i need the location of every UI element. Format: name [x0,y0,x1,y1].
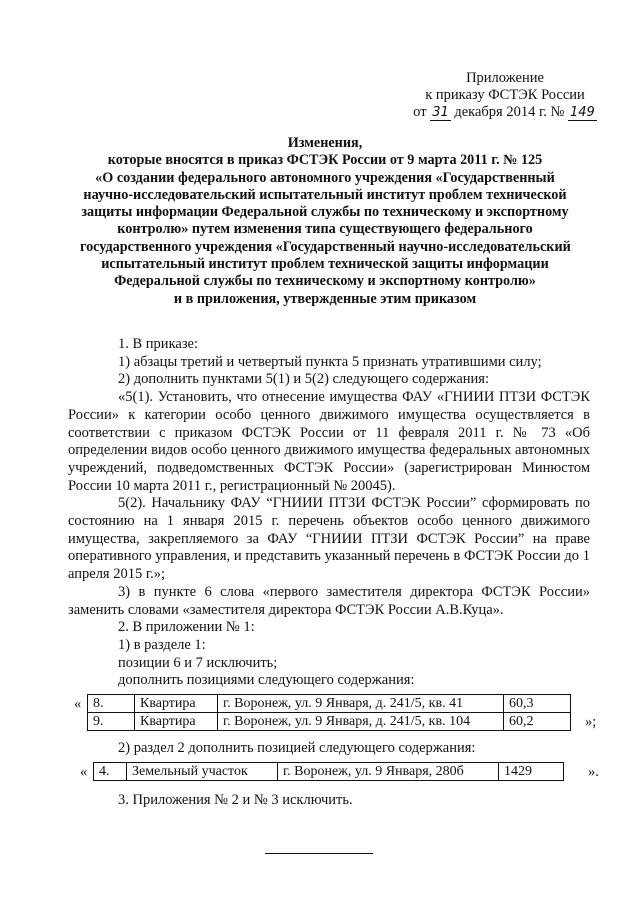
table2-close-quote: ». [588,764,599,780]
table-cell-address: г. Воронеж, ул. 9 Января, д. 241/5, кв. 104 [218,713,504,731]
table-cell-type: Земельный участок [127,763,278,781]
title-line: которые вносятся в приказ ФСТЭК России от 9 марта 2011 г. № 125 [107,152,543,169]
paragraph: «5(1). Установить, что отнесение имущества ФАУ «ГНИИИ ПТЗИ ФСТЭК России» к категории особо ценного движимого имущества осуществляется в соответствии с приказом ФСТЭК России от 11 февраля 2011 г. № 73 «Об определении видов особо ценного движимого имущества федеральных автономных учреждений, подведомственных ФСТЭК России» (зарегистрирован Минюстом России 10 марта 2011 г., регистрационный № 20045). [68,389,590,494]
table1-open-quote: « [74,696,82,712]
title-line: государственного учреждения «Государственный научно-исследовательский [80,238,571,255]
table1 [87,694,571,731]
title-line: Изменения, [287,135,363,151]
paragraph: 3. Приложения № 2 и № 3 исключить. [118,792,353,808]
title-line: научно-исследовательский испытательный институт проблем технической [83,186,567,203]
table-cell-number: 8. [88,695,135,713]
table-cell-address: г. Воронеж, ул. 9 Января, д. 241/5, кв. 41 [218,695,504,713]
table-cell-number: 4. [94,763,127,781]
paragraph: позиции 6 и 7 исключить; [118,654,278,671]
title-line: «О создании федерального автономного учреждения «Государственный [95,169,555,186]
table-row [88,713,571,731]
table-cell-type: Квартира [135,713,218,731]
header-line-1: Приложение [466,70,544,86]
end-separator-line [265,853,373,854]
table2-open-quote: « [80,764,88,780]
paragraph: 5(2). Начальнику ФАУ “ГНИИИ ПТЗИ ФСТЭК России” сформировать по состоянию на 1 января 2015 г. перечень объектов особо ценного движимого имущества, закрепляемого за ФАУ “ГНИИИ ПТЗИ ФСТЭК России” на праве оперативного управления, и представить указанный перечень в ФСТЭК России до 1 апреля 2015 г.»; [68,495,590,583]
handwritten-day: 31 [432,105,449,120]
title-line: испытательный институт проблем технической защиты информации [101,256,549,273]
header-line-3 [390,104,620,121]
title-line: контролю» путем изменения типа существующего федерального [117,221,533,238]
paragraph: 1) в разделе 1: [118,636,206,653]
table2 [93,762,564,781]
title-line: Федеральной службы по техническому и экспортному контролю» [114,273,536,290]
paragraph: 2. В приложении № 1: [118,619,255,636]
paragraph: 2) раздел 2 дополнить позицией следующего содержания: [118,740,476,756]
paragraph: дополнить позициями следующего содержания: [118,672,415,689]
paragraph: 3) в пункте 6 слова «первого заместителя директора ФСТЭК России» заменить словами «заместителя директора ФСТЭК России А.В.Куца». [68,583,590,618]
paragraph: 2) дополнить пунктами 5(1) и 5(2) следующего содержания: [118,371,490,388]
table-cell-area: 60,3 [504,695,571,713]
header-line-2: к приказу ФСТЭК России [425,87,585,103]
table-row [94,763,564,781]
document-body [68,336,590,690]
header-date-prefix: от [413,104,427,120]
title-line: и в приложения, утвержденные этим приказом [173,290,477,307]
table-cell-area: 60,2 [504,713,571,731]
table-cell-address: г. Воронеж, ул. 9 Января, 280б [278,763,499,781]
table-row [88,695,571,713]
table1-close-quote: »; [585,714,597,730]
paragraph: 1. В приказе: [118,336,199,352]
header-date-middle: декабря 2014 г. № [454,104,565,120]
table-cell-area: 1429 [499,763,564,781]
table-cell-type: Квартира [135,695,218,713]
paragraph: 1) абзацы третий и четвертый пункта 5 признать утратившими силу; [118,353,542,370]
appendix-header [390,70,620,121]
title-line: защиты информации Федеральной службы по техническому и экспортному [81,204,569,221]
handwritten-order-number: 149 [570,105,595,120]
table-cell-number: 9. [88,713,135,731]
document-title [80,135,570,308]
